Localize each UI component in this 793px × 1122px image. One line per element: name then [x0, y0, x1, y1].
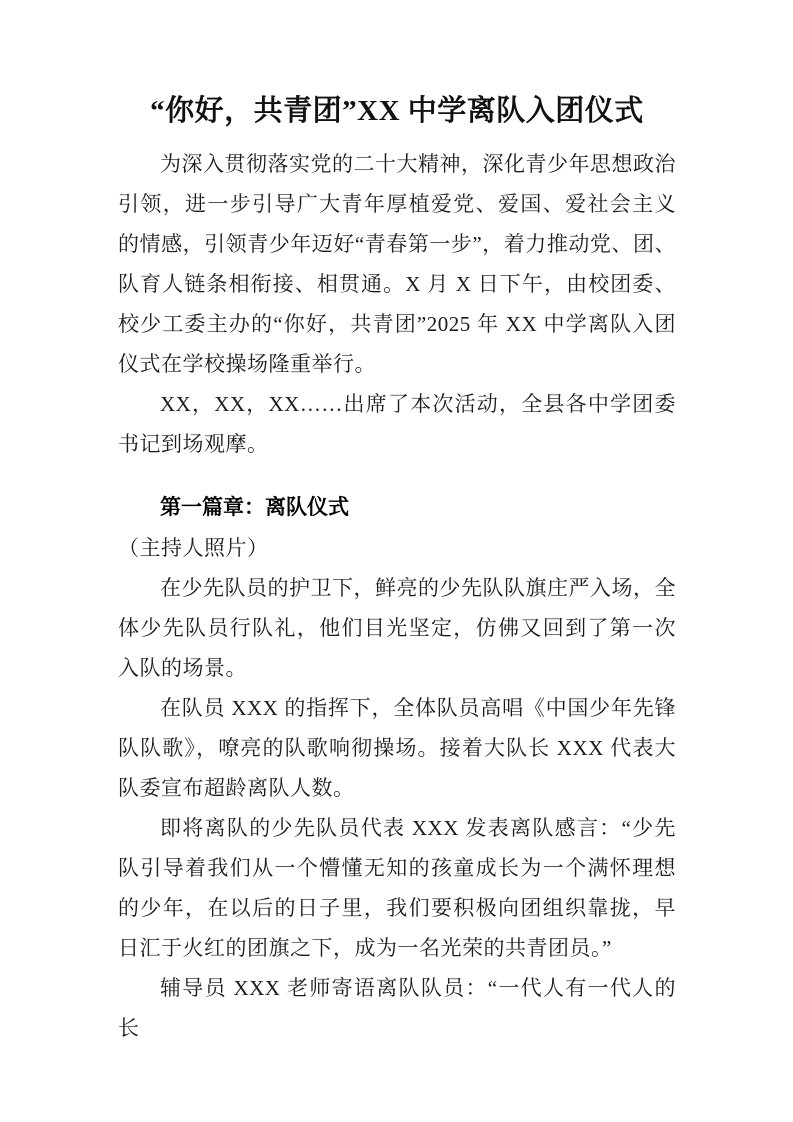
paragraph-attendees: XX，XX，XX……出席了本次活动，全县各中学团委书记到场观摩。 — [118, 392, 676, 456]
photo-placeholder-note: （主持人照片） — [118, 536, 269, 560]
paragraph-counselor-message: 辅导员 XXX 老师寄语离队队员：“一代人有一代人的长 — [118, 976, 676, 1040]
paragraph-farewell-speech: 即将离队的少先队员代表 XXX 发表离队感言：“少先队引导着我们从一个懵懂无知的孩童成长为一个满怀理想的少年，在以后的日子里，我们要积极向团组织靠拢，早日汇于火红的团旗之下，成为一名光荣的共青团员。” — [118, 816, 676, 960]
paragraph-intro: 为深入贯彻落实党的二十大精神，深化青少年思想政治引领，进一步引导广大青年厚植爱党、爱国、爱社会主义的情感，引领青少年迈好“青春第一步”，着力推动党、团、队育人链条相衔接、相贯通。X 月 X 日下午，由校团委、校少工委主办的“你好，共青团”2025 年 XX 中学离队入团仪式在学校操场隆重举行。 — [118, 152, 676, 376]
document-title: “你好，共青团”XX 中学离队入团仪式 — [150, 95, 644, 127]
section-heading-chapter1: 第一篇章：离队仪式 — [160, 496, 349, 519]
paragraph-anthem: 在队员 XXX 的指挥下，全体队员高唱《中国少年先锋队队歌》，嘹亮的队歌响彻操场。接着大队长 XXX 代表大队委宣布超龄离队人数。 — [118, 696, 676, 800]
paragraph-flag-entry: 在少先队员的护卫下，鲜亮的少先队队旗庄严入场，全体少先队员行队礼，他们目光坚定，仿佛又回到了第一次入队的场景。 — [118, 576, 676, 680]
